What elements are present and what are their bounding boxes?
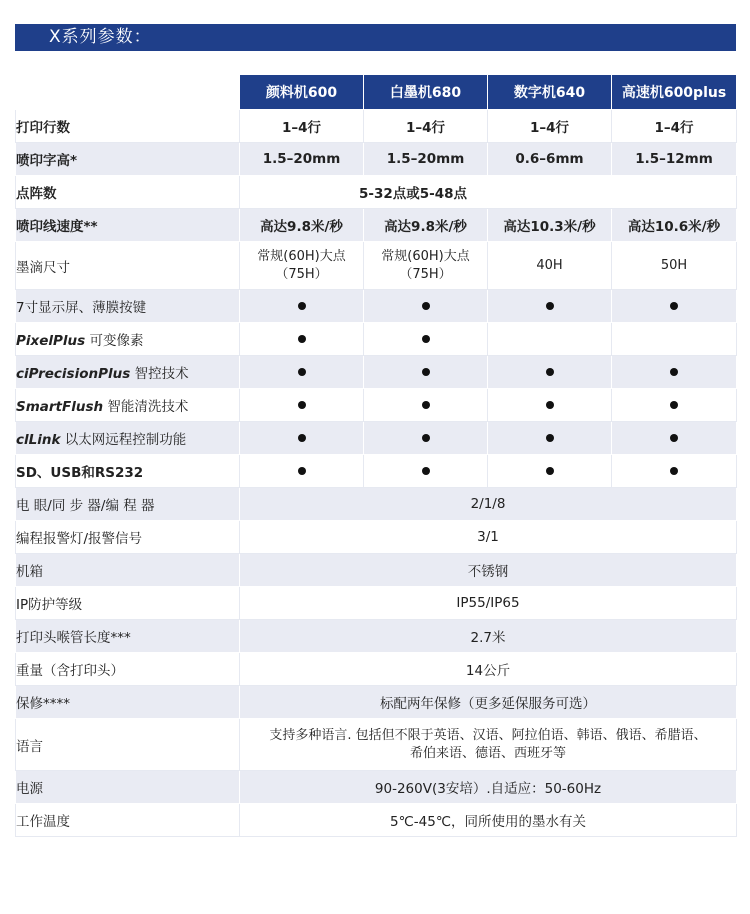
row-label-text: 智控技术 [130, 366, 189, 382]
cell-value: 1–4行 [240, 110, 364, 143]
cell-value: 不锈钢 [240, 554, 737, 587]
cell-value [240, 719, 737, 771]
cell-value: 1.5–20mm [240, 143, 364, 176]
row-label: 机箱 [16, 554, 240, 587]
bullet-icon [422, 335, 430, 343]
row-label: SD、USB和RS232 [16, 455, 240, 488]
bullet-icon [670, 467, 678, 475]
table-row [16, 422, 737, 455]
cell-mark [612, 323, 737, 356]
cell-value: 2.7米 [240, 620, 737, 653]
cell-value: 高达10.3米/秒 [488, 209, 612, 242]
bullet-icon [422, 302, 430, 310]
cell-mark [488, 356, 612, 389]
row-label-text: 可变像素 [85, 333, 144, 349]
cell-mark [612, 389, 737, 422]
table-row [16, 455, 737, 488]
cell-mark [488, 290, 612, 323]
table-row [16, 554, 737, 587]
table-row [16, 356, 737, 389]
row-label [16, 356, 240, 389]
bullet-icon [670, 302, 678, 310]
table-row [16, 110, 737, 143]
bullet-icon [422, 467, 430, 475]
cell-mark [240, 389, 364, 422]
bullet-icon [298, 335, 306, 343]
cell-mark [488, 422, 612, 455]
cell-value: 高达10.6米/秒 [612, 209, 737, 242]
brand-name: ciPrecisionPlus [16, 366, 131, 382]
bullet-icon [546, 467, 554, 475]
table-row [16, 620, 737, 653]
cell-mark [488, 389, 612, 422]
table-row [16, 323, 737, 356]
cell-value: 2/1/8 [240, 488, 737, 521]
cell-mark [364, 389, 488, 422]
section-title: X系列参数： [15, 24, 736, 51]
cell-mark [364, 356, 488, 389]
row-label: 语言 [16, 719, 240, 771]
cell-mark [240, 323, 364, 356]
cell-value: 3/1 [240, 521, 737, 554]
model-header: 白墨机680 [364, 75, 488, 110]
cell-line: 希伯来语、德语、西班牙等 [409, 745, 566, 761]
cell-line: 常规(60H)大点 [257, 248, 346, 264]
cell-line: （75H） [275, 266, 328, 282]
cell-mark [488, 455, 612, 488]
header-corner [16, 75, 240, 110]
bullet-icon [546, 368, 554, 376]
cell-value: 1–4行 [612, 110, 737, 143]
brand-name: SmartFlush [16, 399, 104, 415]
cell-mark [612, 290, 737, 323]
cell-mark [364, 323, 488, 356]
row-label: 喷印线速度** [16, 209, 240, 242]
cell-mark [240, 455, 364, 488]
row-label: 保修**** [16, 686, 240, 719]
cell-mark [612, 356, 737, 389]
bullet-icon [422, 401, 430, 409]
cell-mark [364, 422, 488, 455]
cell-mark [612, 422, 737, 455]
row-label [16, 323, 240, 356]
model-header: 高速机600plus [612, 75, 737, 110]
spec-table [15, 74, 737, 837]
bullet-icon [422, 434, 430, 442]
cell-mark [240, 356, 364, 389]
row-label: IP防护等级 [16, 587, 240, 620]
table-row [16, 290, 737, 323]
bullet-icon [670, 368, 678, 376]
cell-mark [364, 290, 488, 323]
table-row [16, 686, 737, 719]
bullet-icon [546, 302, 554, 310]
table-row [16, 488, 737, 521]
cell-line: 支持多种语言. 包括但不限于英语、汉语、阿拉伯语、韩语、俄语、希腊语、 [269, 727, 707, 743]
row-label-text: 以太网远程控制功能 [60, 432, 187, 448]
cell-mark [240, 422, 364, 455]
table-row [16, 771, 737, 804]
table-row [16, 176, 737, 209]
cell-value: 1.5–12mm [612, 143, 737, 176]
row-label: 点阵数 [16, 176, 240, 209]
table-row [16, 242, 737, 290]
row-label: 7寸显示屏、薄膜按键 [16, 290, 240, 323]
brand-name: clLink [16, 432, 61, 448]
cell-value [364, 242, 488, 290]
cell-mark [364, 455, 488, 488]
bullet-icon [670, 434, 678, 442]
table-row [16, 521, 737, 554]
cell-value: 高达9.8米/秒 [240, 209, 364, 242]
cell-line: （75H） [399, 266, 452, 282]
table-row [16, 719, 737, 771]
cell-value: 高达9.8米/秒 [364, 209, 488, 242]
bullet-icon [298, 401, 306, 409]
row-label: 电源 [16, 771, 240, 804]
cell-value: 1–4行 [364, 110, 488, 143]
table-row [16, 587, 737, 620]
cell-value: 5℃-45℃，同所使用的墨水有关 [240, 804, 737, 837]
cell-line: 常规(60H)大点 [381, 248, 470, 264]
row-label [16, 422, 240, 455]
cell-mark [240, 290, 364, 323]
table-row [16, 653, 737, 686]
cell-value: 0.6–6mm [488, 143, 612, 176]
header-row [16, 75, 737, 110]
bullet-icon [670, 401, 678, 409]
row-label: 打印行数 [16, 110, 240, 143]
row-label: 工作温度 [16, 804, 240, 837]
table-row [16, 804, 737, 837]
cell-value: 标配两年保修（更多延保服务可选） [240, 686, 737, 719]
model-header: 数字机640 [488, 75, 612, 110]
cell-value: 1.5–20mm [364, 143, 488, 176]
row-label: 打印头喉管长度*** [16, 620, 240, 653]
bullet-icon [546, 434, 554, 442]
row-label: 墨滴尺寸 [16, 242, 240, 290]
cell-value: IP55/IP65 [240, 587, 737, 620]
cell-mark [612, 455, 737, 488]
cell-value: 40H [488, 242, 612, 290]
bullet-icon [298, 467, 306, 475]
cell-value: 90-260V(3安培）.自适应：50-60Hz [240, 771, 737, 804]
cell-value: 1–4行 [488, 110, 612, 143]
model-header: 颜料机600 [240, 75, 364, 110]
bullet-icon [546, 401, 554, 409]
cell-mark [488, 323, 612, 356]
row-label: 喷印字高* [16, 143, 240, 176]
row-label: 电 眼/同 步 器/编 程 器 [16, 488, 240, 521]
row-label: 编程报警灯/报警信号 [16, 521, 240, 554]
row-label [16, 389, 240, 422]
row-label-text: 智能清洗技术 [103, 399, 189, 415]
cell-value [240, 242, 364, 290]
table-row [16, 209, 737, 242]
cell-value: 14公斤 [240, 653, 737, 686]
bullet-icon [422, 368, 430, 376]
bullet-icon [298, 302, 306, 310]
table-row [16, 143, 737, 176]
row-label: 重量（含打印头） [16, 653, 240, 686]
brand-name: PixelPlus [16, 333, 86, 349]
bullet-icon [298, 368, 306, 376]
cell-value: 50H [612, 242, 737, 290]
cell-value: 5-32点或5-48点 [240, 176, 737, 209]
bullet-icon [298, 434, 306, 442]
table-row [16, 389, 737, 422]
